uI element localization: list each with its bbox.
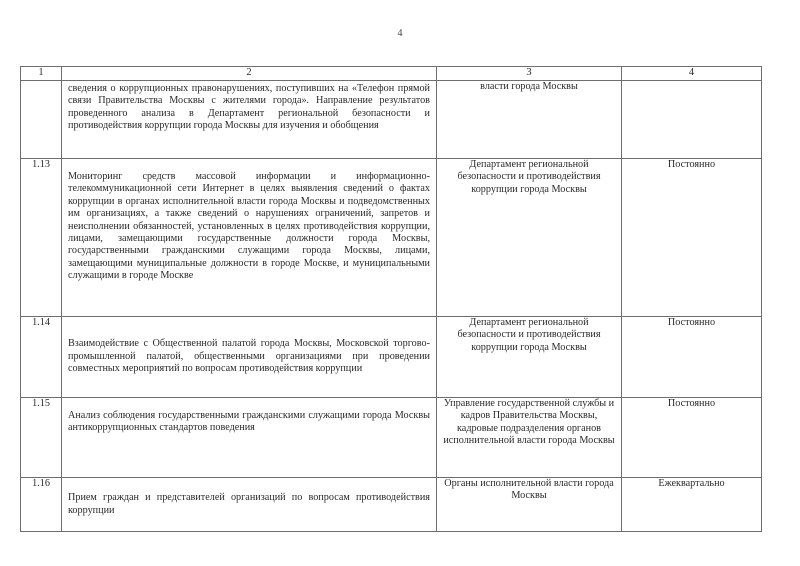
table-row: [21, 81, 762, 159]
table-row: [21, 398, 762, 478]
executor-text: Управление государственной службы и кадров Правительства Москвы, кадровые подразделения органов исполнительной власти города Москвы: [437, 398, 622, 478]
column-header-3: 3: [437, 67, 622, 81]
term-text: [622, 81, 762, 159]
measure-text-content: Анализ соблюдения государственными гражданскими служащими города Москвы антикоррупционных стандартов поведения: [68, 410, 430, 434]
executor-text: Органы исполнительной власти города Москвы: [437, 478, 622, 532]
measure-text: [62, 159, 437, 317]
row-number: [21, 81, 62, 159]
executor-text: Департамент региональной безопасности и противодействия коррупции города Москвы: [437, 317, 622, 398]
row-number: 1.13: [21, 159, 62, 317]
column-header-2: 2: [62, 67, 437, 81]
measure-text: [62, 398, 437, 478]
table-row: [21, 478, 762, 532]
measure-text-content: Взаимодействие с Общественной палатой города Москвы, Московской торгово-промышленной палатой, общественными организациями при проведении совместных мероприятий по вопросам противодействия коррупции: [68, 338, 430, 375]
term-text: Постоянно: [622, 398, 762, 478]
column-header-4: 4: [622, 67, 762, 81]
measure-text: [62, 478, 437, 532]
row-number: 1.16: [21, 478, 62, 532]
measure-text-content: Прием граждан и представителей организаций по вопросам противодействия коррупции: [68, 492, 430, 516]
executor-text-content: власти города Москвы: [480, 81, 578, 92]
measure-text-content: сведения о коррупционных правонарушениях, поступивших на «Телефон прямой связи Правительства Москвы с жителями города». Направление результатов проведенного анализа в Департамент региональной безопасности и противодействия коррупции города Москвы для изучения и обобщения: [68, 83, 430, 132]
page-number: 4: [397, 28, 403, 39]
measure-text-content: Мониторинг средств массовой информации и информационно-телекоммуникационной сети Интернет в целях выявления сведений о фактах коррупции в органах исполнительной власти города Москвы и подведомственных им организациях, а также сведений о нарушениях ограничений, запретов и неисполнении обязанностей, установленных в целях противодействия коррупции, лицами, замещающими государственные должности города Москвы, государственными гражданскими служащими города Москвы, лицами, замещающими муниципальные должности в городе Москве, и муниципальными служащими в городе Москве: [68, 171, 430, 282]
term-text: Ежеквартально: [622, 478, 762, 532]
executor-text: [437, 81, 622, 159]
table-row: [21, 159, 762, 317]
measure-text: [62, 317, 437, 398]
term-text: Постоянно: [622, 317, 762, 398]
table-header-row: [21, 67, 762, 81]
column-header-1: 1: [21, 67, 62, 81]
executor-text: Департамент региональной безопасности и противодействия коррупции города Москвы: [437, 159, 622, 317]
measures-table: [20, 66, 762, 532]
row-number: 1.15: [21, 398, 62, 478]
row-number: 1.14: [21, 317, 62, 398]
measure-text: [62, 81, 437, 159]
table-row: [21, 317, 762, 398]
term-text: Постоянно: [622, 159, 762, 317]
